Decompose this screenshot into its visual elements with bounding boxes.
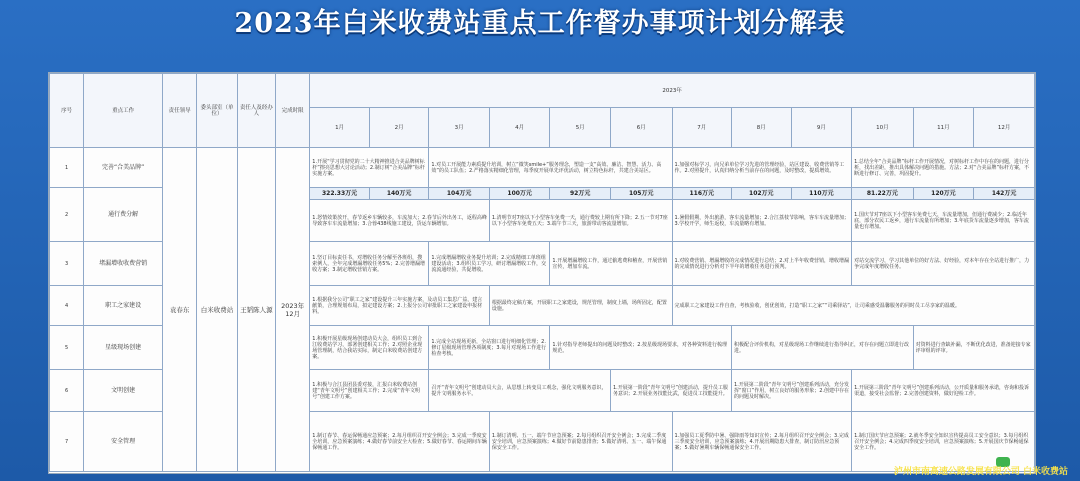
amount-cell: 116万元 [672,188,732,200]
task-cell: 积极配合评价机构，对星级现场工作继续进行指导纠正，对存在问题立即进行改进。 [732,326,914,370]
header-work: 重点工作 [84,74,163,148]
row-work: 职工之家建设 [84,286,163,326]
header-year: 2023年 [310,74,1035,108]
month-header: 1月 [310,108,370,148]
row-work: 安全管理 [84,412,163,472]
row-no: 7 [50,412,84,472]
leader-cell: 袁春东 [163,148,197,472]
month-header: 11月 [913,108,974,148]
task-cell: 1.国庆节对7座以下小型客车免费七天，车流量增加，但通行费减少；2.临近年底，部分农民工返乡，通行车流量有所增加；3.年底货车流量逐步增加，客车流量也有增加。 [852,200,1035,242]
task-cell: 1.开展第二阶段“青年文明号”创建系列活动，充分发挥“窗口”作用，树立良好的服务形象；2.创建中存在的问题及时解决。 [732,370,852,412]
task-cell: 1.完成全站现场更新，全站窗口进行明细化管理；2.修订星级现场管理各项制度；3.每月对现场工作进行检查考核。 [429,326,550,370]
amount-cell: 81.22万元 [852,188,914,200]
month-header: 2月 [369,108,429,148]
task-cell: 1.怒情效策放开，春节返乡车辆较多，车流加大；2.春节后外出务工，返程高峰导致客车车流量增加；3.合蓉438线施工建设，货运车辆增加。 [310,200,490,242]
row-work: 通行费分解 [84,188,163,242]
plan-table [49,73,1035,472]
amount-cell: 102万元 [732,188,792,200]
task-cell: 1.坚订目标责任书，对增收任务分解至各班组，搜索例人，全年完成增漏增收任务5%；2.完善增漏增收方案；3.制定增收营销方案。 [310,242,429,286]
header-person: 责任人及经办人 [237,74,275,148]
task-cell: 1.积极开展星级现场创建动员大会，组织员工到合江收费站学习，部署创建相关工作；2.对照企业现场管理制，结合我站实际，制定白米收费站创建方案。 [310,326,429,370]
task-cell: 完成职工之家建设工作自查，考核验收，创优创效，打造“职工之家”“司乘驿站”，让司乘感受温馨服务的同时员工尽享家的温暖。 [672,286,1035,326]
row-no: 4 [50,286,84,326]
plan-table-board [48,72,1036,474]
task-cell: 对站交流学习，学习其他单位的好方法、好经验，对本年存在全站进行推广，力争完成年度增收任务。 [852,242,1035,286]
task-cell: 1.完成增漏增收业务提升培训；2.完成精细工单班组建设活动；3.组织员工学习，研讨增漏增收工作，交流流通经验，共促增收。 [429,242,550,286]
amount-cell: 140万元 [369,188,429,200]
task-cell: 1.制订春节、春运保畅通应急预案；2.每月组织召开安全例会；3.完成一季度安全培训，应急预案演练；4.做好春节前安全大检查；5.做好春节、春运期间车辆保畅通工作。 [310,412,490,472]
task-cell: 根据最终定稿方案，开展职工之家建设，规范管理，制度上墙，场所固定，配置设施。 [489,286,672,326]
month-header: 6月 [610,108,672,148]
footer-company: 泸州市南高速公路发展有限公司 白米收费站 [893,467,1068,477]
row-work: 堵漏增收收费营销 [84,242,163,286]
month-header: 8月 [732,108,792,148]
task-cell: 对资料进行查缺补漏，不断优化改进，准备迎接专家评审组的评审。 [913,326,1034,370]
row-no: 2 [50,188,84,242]
row-no: 1 [50,148,84,188]
task-cell: 1.加强员工夏季防中暑、强降雨等知识宣传；2.每月组织召开安全例会；3.完成三季度安全培训，应急预案演练；4.开展汛期隐患大排查，制订防汛应急预案；5.做好暑期车辆保畅通保安全工作。 [672,412,852,472]
amount-cell: 92万元 [550,188,611,200]
amount-cell: 110万元 [791,188,852,200]
header-deadline: 完成时限 [276,74,310,148]
task-cell: 1.总结全年“合美品牌”标杆工作开展情况，对树标杆工作中存在的问题，进行分析，找出差距，推出具体解决问题的措施。方法；2.对“合美品牌”标杆方案，不断进行修订、完善，巩固提升。 [852,148,1035,188]
task-cell: 1.根据我分公司“职工之家”建设提升三年实施方案，及动员工集思广益，建言献策，合理规划布局，拟定建设方案；2.上报分公司审批职工之家建设申报材料。 [310,286,490,326]
task-cell: 1.暑假假期，外出旅游，客车流量增加；2.合江荔枝节影响，客车车流量增加；3.学校开学，师生返校，车流量略有增加。 [672,200,852,242]
row-no: 6 [50,370,84,412]
task-cell: 1.开展第三阶段“青年文明号”创建系列活动，公开质量和服务承诺，咨询和投诉渠道，接受社会监督；2.完善创建资料，做好迎检工作。 [852,370,1035,412]
task-cell: 1.加强对标学习，向兄弟单位学习先进的管理经验，站区建设、收费营销等工作。2.对照提升，认真归纳分析当前存在的问题，及时整改，提质增效。 [672,148,852,188]
month-header: 10月 [852,108,914,148]
person-cell: 王韬陈人源 [237,148,275,472]
amount-cell: 142万元 [974,188,1035,200]
task-cell: 1.制订清明、五一、端午节应急预案；2.每月组织召开安全例会；3.完成二季度安全培训，应急预案演练；4.做好节前隐患排查；5.做好清明、五一、端午保通保安全工作。 [489,412,672,472]
month-header: 9月 [791,108,852,148]
task-cell: 1.清明节对7座以下小型客车免费一天，通行费较上期有所下降；2.五一节对7座以下小型客车免费五天；3.端午节三天，旅游带动客流量增加。 [489,200,672,242]
header-no: 序号 [50,74,84,148]
task-cell: 1.开展第一阶段“青年文明号”创建活动，提升员工服务意识；2.开展业务技能比武，促进员工技能提升。 [610,370,731,412]
amount-cell: 100万元 [489,188,550,200]
row-no: 3 [50,242,84,286]
task-cell: 1.对员工开展能力素质提升培训，树立“微笑smile+”服务理念，塑造一支“高效、廉洁、智慧、活力、高效”的员工队伍；2.严格落实精细化管理，每季度开展单先评优活动，树立特色标杆，共建合美站区。 [429,148,672,188]
task-cell: 1.对收费营销、增漏增收的完成情况进行总结；2.对上半年收费营销，增收增漏的完成情况进行分析对下半年的增收任务进行预判。 [672,242,852,286]
dept-cell: 白米收费站 [197,148,237,472]
task-cell: 1.制订国庆节应急预案；2.就冬季安全知识宣传提高员工安全意识；3.每月组织召开安全例会；4.完成四季度安全培训，应急预案演练；5.开展国庆节保畅通保安全工作。 [852,412,1035,472]
task-cell: 1.积极与合江县团县委对接，汇报白米收费站创建“青年文明号”创建相关工作；2.完成“青年文明号”创建工作方案。 [310,370,429,412]
month-header: 5月 [550,108,611,148]
month-header: 7月 [672,108,732,148]
task-cell: 召开“青年文明号”创建动员大会，从思想上转变员工观念，强化文明服务意识，提升文明服务水平。 [429,370,611,412]
month-header: 3月 [429,108,490,148]
row-no: 5 [50,326,84,370]
amount-cell: 322.33万元 [310,188,370,200]
page-title: 2023年白米收费站重点工作督办事项计划分解表 [234,8,846,39]
task-cell: 1.开展增漏增收工作，通过偷逃费和稽查，开展营销宣传，增加车流。 [550,242,672,286]
task-cell: 1.针对指导老师提出的问题及时整改；2.按星级现场要求，对各种资料进行梳理规范。 [550,326,732,370]
amount-cell: 120万元 [913,188,974,200]
header-dept: 委头部室（单位） [197,74,237,148]
header-leader: 责任领导 [163,74,197,148]
month-header: 4月 [489,108,550,148]
deadline-cell: 2023年12月 [276,148,310,472]
task-cell: 1.开展“学习贯彻党的二十大精神推进合美品牌树标杆”擦亮思想大讨论活动；2.制订树“合美品牌”标杆实施方案。 [310,148,429,188]
row-work: 完善“合美品牌” [84,148,163,188]
row-work: 星级现场创建 [84,326,163,370]
amount-cell: 104万元 [429,188,490,200]
row-work: 文明创建 [84,370,163,412]
amount-cell: 105万元 [610,188,672,200]
month-header: 12月 [974,108,1035,148]
